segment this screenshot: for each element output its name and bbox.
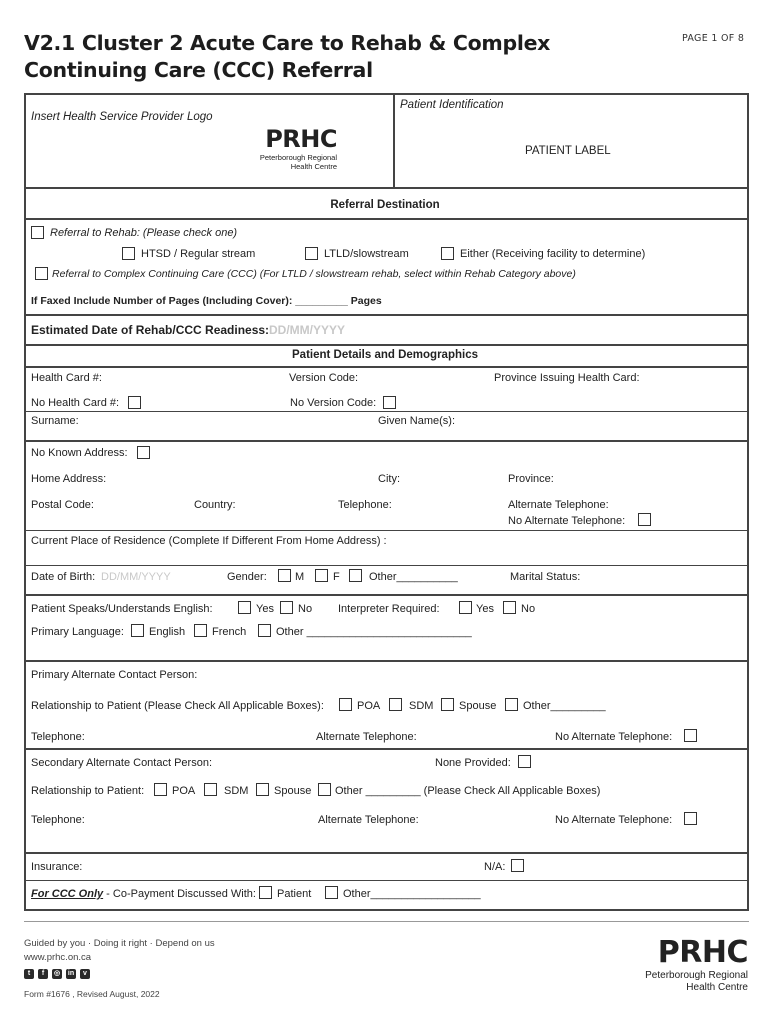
interpreter-yes-checkbox[interactable] — [459, 601, 472, 614]
given-names-field[interactable]: Given Name(s): — [378, 415, 456, 427]
prhc-logo — [245, 125, 337, 175]
secondary-contact-field[interactable]: Secondary Alternate Contact Person: — [31, 757, 212, 769]
no-alt-telephone-label: No Alternate Telephone: — [508, 515, 626, 527]
language-other-checkbox[interactable] — [258, 624, 271, 637]
primary-no-alt-telephone-checkbox[interactable] — [684, 729, 697, 742]
no-alt-telephone-checkbox[interactable] — [638, 513, 651, 526]
health-card-field[interactable]: Health Card #: — [31, 372, 102, 384]
alt-telephone-field[interactable]: Alternate Telephone: — [508, 499, 609, 511]
primary-contact-field[interactable]: Primary Alternate Contact Person: — [31, 669, 198, 681]
secondary-no-alt-telephone-checkbox[interactable] — [684, 812, 697, 825]
primary-language-label: Primary Language: — [31, 626, 124, 638]
insurance-na-label: N/A: — [484, 861, 506, 873]
primary-sdm-checkbox[interactable] — [389, 698, 402, 711]
primary-alt-telephone-field[interactable]: Alternate Telephone: — [316, 731, 417, 743]
gender-female-label: F — [333, 571, 340, 583]
dob-input[interactable]: DD/MM/YYYY — [101, 571, 171, 583]
language-english-label: English — [149, 626, 186, 638]
province-field[interactable]: Province: — [508, 473, 554, 485]
secondary-other-field[interactable]: Other _________ (Please Check All Applicable Boxes) — [335, 785, 601, 797]
city-field[interactable]: City: — [378, 473, 400, 485]
demographics-heading: Patient Details and Demographics — [292, 349, 478, 361]
language-french-label: French — [212, 626, 247, 638]
primary-sdm-label: SDM — [409, 700, 434, 712]
vimeo-icon[interactable]: v — [80, 969, 90, 979]
postal-code-field[interactable]: Postal Code: — [31, 499, 94, 511]
footer-logo-subtitle-2: Health Centre — [686, 982, 748, 993]
gender-other-field[interactable]: Other__________ — [369, 571, 458, 583]
secondary-sdm-checkbox[interactable] — [204, 783, 217, 796]
facebook-icon[interactable]: f — [38, 969, 48, 979]
insurance-field[interactable]: Insurance: — [31, 861, 83, 873]
version-code-field[interactable]: Version Code: — [289, 372, 359, 384]
ccc-checkbox[interactable] — [35, 267, 48, 280]
telephone-field[interactable]: Telephone: — [338, 499, 392, 511]
primary-telephone-field[interactable]: Telephone: — [31, 731, 85, 743]
gender-male-label: M — [295, 571, 305, 583]
gender-label: Gender: — [227, 571, 267, 583]
htsd-checkbox[interactable] — [122, 247, 135, 260]
language-other-field[interactable]: Other ___________________________ — [276, 626, 472, 638]
logo-subtitle-2: Health Centre — [290, 162, 337, 171]
primary-no-alt-telephone-label: No Alternate Telephone: — [555, 731, 673, 743]
secondary-sdm-label: SDM — [224, 785, 249, 797]
page-title — [24, 30, 550, 84]
interpreter-no-label: No — [521, 603, 536, 615]
secondary-no-alt-telephone-label: No Alternate Telephone: — [555, 814, 673, 826]
dob-label: Date of Birth: — [31, 571, 96, 583]
either-label: Either (Receiving facility to determine) — [460, 248, 646, 260]
primary-other-checkbox[interactable] — [505, 698, 518, 711]
primary-spouse-checkbox[interactable] — [441, 698, 454, 711]
footer-logo-mark: PRHC — [657, 935, 748, 970]
english-no-label: No — [298, 603, 313, 615]
province-issuing-field[interactable]: Province Issuing Health Card: — [494, 372, 640, 384]
footer-prhc-logo — [628, 935, 748, 997]
speaks-english-label: Patient Speaks/Understands English: — [31, 603, 213, 615]
insurance-na-checkbox[interactable] — [511, 859, 524, 872]
patient-label: PATIENT LABEL — [525, 145, 611, 157]
none-provided-label: None Provided: — [435, 757, 511, 769]
secondary-spouse-checkbox[interactable] — [256, 783, 269, 796]
rehab-label: Referral to Rehab: (Please check one) — [50, 227, 238, 239]
language-english-checkbox[interactable] — [131, 624, 144, 637]
footer-tagline: Guided by you · Doing it right · Depend on us — [24, 938, 215, 949]
copay-patient-label: Patient — [277, 888, 312, 900]
secondary-poa-label: POA — [172, 785, 196, 797]
country-field[interactable]: Country: — [194, 499, 236, 511]
title-line-2: Continuing Care (CCC) Referral — [24, 58, 373, 82]
no-version-code-checkbox[interactable] — [383, 396, 396, 409]
no-version-code-label: No Version Code: — [290, 397, 377, 409]
logo-mark: PRHC — [265, 125, 337, 153]
no-known-address-label: No Known Address: — [31, 447, 128, 459]
current-residence-field[interactable]: Current Place of Residence (Complete If Different From Home Address) : — [31, 535, 387, 547]
gender-male-checkbox[interactable] — [278, 569, 291, 582]
secondary-alt-telephone-field[interactable]: Alternate Telephone: — [318, 814, 419, 826]
ccc-only-label: For CCC Only — [31, 888, 104, 900]
interpreter-no-checkbox[interactable] — [503, 601, 516, 614]
footer-website[interactable]: www.prhc.on.ca — [24, 952, 92, 963]
title-line-1: V2.1 Cluster 2 Acute Care to Rehab & Complex — [24, 31, 551, 55]
patient-identification-label: Patient Identification — [400, 99, 504, 111]
no-health-card-label: No Health Card #: — [31, 397, 120, 409]
faxed-pages-field[interactable]: If Faxed Include Number of Pages (Including Cover): _________ Pages — [31, 295, 382, 307]
ltld-label: LTLD/slowstream — [324, 248, 409, 260]
english-no-checkbox[interactable] — [280, 601, 293, 614]
language-french-checkbox[interactable] — [194, 624, 207, 637]
ltld-checkbox[interactable] — [305, 247, 318, 260]
ccc-label: Referral to Complex Continuing Care (CCC) (For LTLD / slowstream rehab, select within Rehab Category above) — [52, 268, 576, 280]
copay-label: - Co-Payment Discussed With: — [103, 888, 256, 900]
logo-placeholder-text: Insert Health Service Provider Logo — [31, 111, 213, 123]
secondary-poa-checkbox[interactable] — [154, 783, 167, 796]
rehab-checkbox[interactable] — [31, 226, 44, 239]
either-checkbox[interactable] — [441, 247, 454, 260]
twitter-icon[interactable]: t — [24, 969, 34, 979]
copay-other-checkbox[interactable] — [325, 886, 338, 899]
page-number: PAGE 1 OF 8 — [682, 33, 745, 44]
primary-other-field[interactable]: Other_________ — [523, 700, 606, 712]
form-number: Form #1676 , Revised August, 2022 — [24, 989, 160, 999]
interpreter-label: Interpreter Required: — [338, 603, 440, 615]
primary-poa-label: POA — [357, 700, 381, 712]
readiness-date-input[interactable]: DD/MM/YYYY — [269, 323, 346, 337]
none-provided-checkbox[interactable] — [518, 755, 531, 768]
secondary-telephone-field[interactable]: Telephone: — [31, 814, 85, 826]
marital-status-field[interactable]: Marital Status: — [510, 571, 581, 583]
secondary-other-checkbox[interactable] — [318, 783, 331, 796]
primary-relationship-label: Relationship to Patient (Please Check All Applicable Boxes): — [31, 700, 324, 712]
gender-other-checkbox[interactable] — [349, 569, 362, 582]
htsd-label: HTSD / Regular stream — [141, 248, 256, 260]
primary-poa-checkbox[interactable] — [339, 698, 352, 711]
secondary-relationship-label: Relationship to Patient: — [31, 785, 145, 797]
referral-destination-heading: Referral Destination — [330, 199, 440, 211]
home-address-field[interactable]: Home Address: — [31, 473, 107, 485]
logo-subtitle-1: Peterborough Regional — [259, 153, 337, 162]
linkedin-icon[interactable]: in — [67, 970, 75, 977]
copay-other-field[interactable]: Other__________________ — [343, 888, 481, 900]
footer-logo-subtitle-1: Peterborough Regional — [645, 970, 748, 981]
english-yes-label: Yes — [256, 603, 274, 615]
copay-row — [31, 888, 256, 901]
english-yes-checkbox[interactable] — [238, 601, 251, 614]
instagram-icon[interactable]: ◎ — [53, 970, 61, 977]
readiness-label: Estimated Date of Rehab/CCC Readiness: — [31, 323, 270, 337]
primary-spouse-label: Spouse — [459, 700, 497, 712]
copay-patient-checkbox[interactable] — [259, 886, 272, 899]
interpreter-yes-label: Yes — [476, 603, 494, 615]
no-health-card-checkbox[interactable] — [128, 396, 141, 409]
surname-field[interactable]: Surname: — [31, 415, 79, 427]
gender-female-checkbox[interactable] — [315, 569, 328, 582]
no-known-address-checkbox[interactable] — [137, 446, 150, 459]
secondary-spouse-label: Spouse — [274, 785, 312, 797]
